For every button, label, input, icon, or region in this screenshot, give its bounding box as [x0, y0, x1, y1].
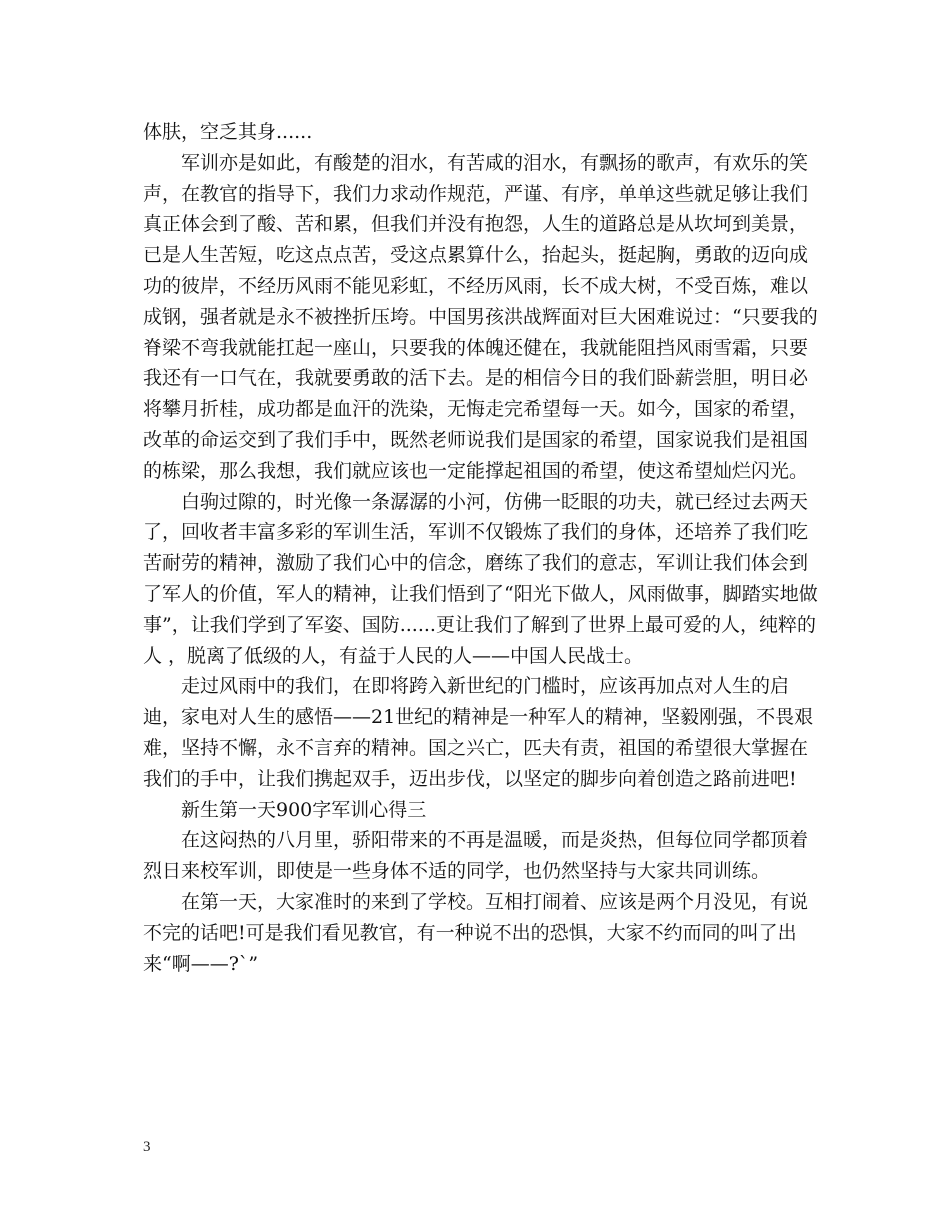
paragraph-new-century: 走过风雨中的我们，在即将跨入新世纪的门槛时，应该再加点对人生的启迪，家电对人生的感悟——21世纪的精神是一种军人的精神，坚毅刚强，不畏艰难，坚持不懈，永不言弃的精神。国之兴亡，匹夫有责，祖国的希望很大掌握在我们的手中，让我们携起双手，迈出步伐，以坚定的脚步向着创造之路前进吧!: [143, 675, 814, 790]
document-body: [143, 117, 825, 979]
paragraph-continuation: 体肤，空乏其身......: [143, 121, 313, 143]
section-heading: 新生第一天900字军训心得三: [181, 798, 427, 821]
page-number: 3: [143, 1139, 151, 1155]
paragraph-first-day: 在第一天，大家准时的来到了学校。互相打闹着、应该是两个月没见，有说不完的话吧!可是我们看见教官，有一种说不出的恐惧，大家不约而同的叫了出来“啊——?`”: [143, 890, 809, 975]
paragraph-time-passes: 白驹过隙的，时光像一条潺潺的小河，仿佛一眨眼的功夫，就已经过去两天了，回收者丰富多彩的军训生活，军训不仅锻炼了我们的身体，还培养了我们吃苦耐劳的精神，激励了我们心中的信念，磨练了我们的意志，军训让我们体会到了军人的价值，军人的精神，让我们悟到了“阳光下做人，风雨做事，脚踏实地做事”，让我们学到了军姿、国防......更让我们了解到了世界上最可爱的人，纯粹的人 ，脱离了低级的人，有益于人民的人——中国人民战士。: [143, 490, 818, 667]
paragraph-military-training-tears: 军训亦是如此，有酸楚的泪水，有苦咸的泪水，有飘扬的歌声，有欢乐的笑声，在教官的指导下，我们力求动作规范，严谨、有序，单单这些就足够让我们真正体会到了酸、苦和累，但我们并没有抱怨，人生的道路总是从坎坷到美景，已是人生苦短，吃这点点苦，受这点累算什么，抬起头，挺起胸，勇敢的迈向成功的彼岸，不经历风雨不能见彩虹，不经历风雨，长不成大树，不受百炼，难以成钢，强者就是永不被挫折压垮。中国男孩洪战辉面对巨大困难说过：“只要我的脊梁不弯我就能扛起一座山，只要我的体魄还健在，我就能阻挡风雨雪霜，只要我还有一口气在，我就要勇敢的活下去。是的相信今日的我们卧薪尝胆，明日必将攀月折桂，成功都是血汗的洗染，无悔走完希望每一天。如今，国家的希望，改革的命运交到了我们手中，既然老师说我们是国家的希望，国家说我们是祖国的栋梁，那么我想，我们就应该也一定能撑起祖国的希望，使这希望灿烂闪光。: [143, 151, 818, 482]
paragraph-hot-august: 在这闷热的八月里，骄阳带来的不再是温暖，而是炎热，但每位同学都顶着烈日来校军训，即使是一些身体不适的同学，也仍然坚持与大家共同训练。: [143, 829, 809, 883]
